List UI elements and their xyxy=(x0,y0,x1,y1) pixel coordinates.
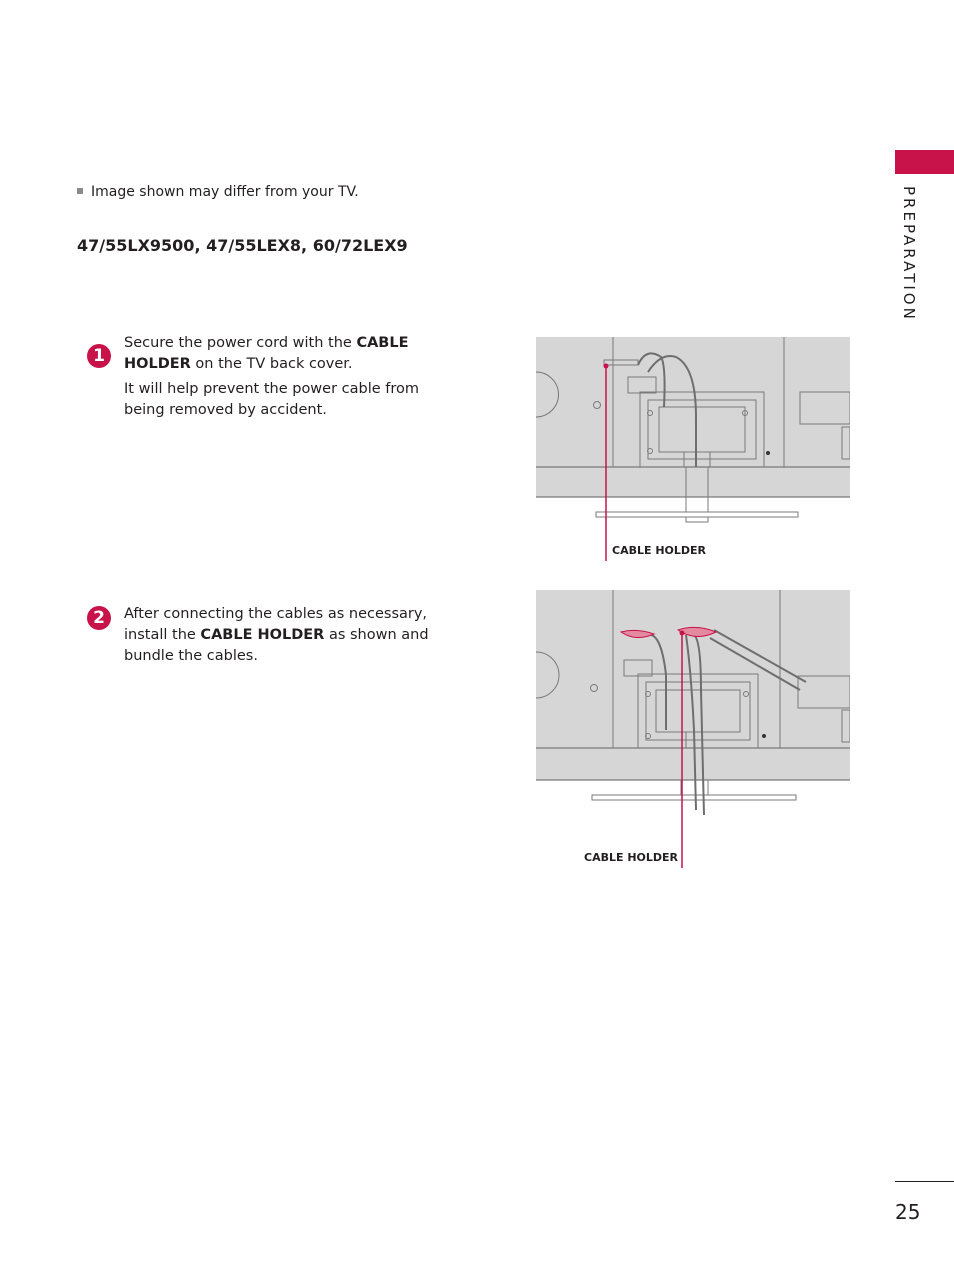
page-number-rule xyxy=(895,1181,954,1182)
step-1-line-2: It will help prevent the power cable from being removed by accident. xyxy=(124,381,420,418)
tv-back-diagram-2 xyxy=(536,590,850,870)
step-1-text xyxy=(124,333,444,425)
step-1-illustration xyxy=(536,337,850,562)
step-2-line-1 xyxy=(124,604,444,667)
step-1-text-bold: CABLE HOLDER xyxy=(124,335,409,372)
image-note xyxy=(77,184,359,200)
tv-back-diagram-1 xyxy=(536,337,850,562)
step-2-text-b: as shown and bundle the cables. xyxy=(124,627,429,664)
square-bullet-icon xyxy=(77,188,83,194)
step-2-text-bold: CABLE HOLDER xyxy=(200,627,325,643)
step-2-text xyxy=(124,604,444,671)
step-2-callout-label: CABLE HOLDER xyxy=(584,851,679,864)
page-number: 25 xyxy=(895,1200,921,1224)
step-1-text-a: Secure the power cord with the xyxy=(124,335,357,351)
step-1-callout-label: CABLE HOLDER xyxy=(612,544,707,557)
image-note-text: Image shown may differ from your TV. xyxy=(91,184,359,200)
step-1-text-b: on the TV back cover. xyxy=(190,356,353,372)
step-1-line-1 xyxy=(124,333,444,375)
step-2-illustration xyxy=(536,590,850,870)
step-1-number-badge: 1 xyxy=(87,344,111,368)
step-2-text-a: After connecting the cables as necessary, install the xyxy=(124,606,428,643)
step-2-number-badge: 2 xyxy=(87,606,111,630)
section-label: PREPARATION xyxy=(900,186,918,322)
model-heading: 47/55LX9500, 47/55LEX8, 60/72LEX9 xyxy=(77,236,408,255)
section-tab-marker xyxy=(895,150,954,174)
